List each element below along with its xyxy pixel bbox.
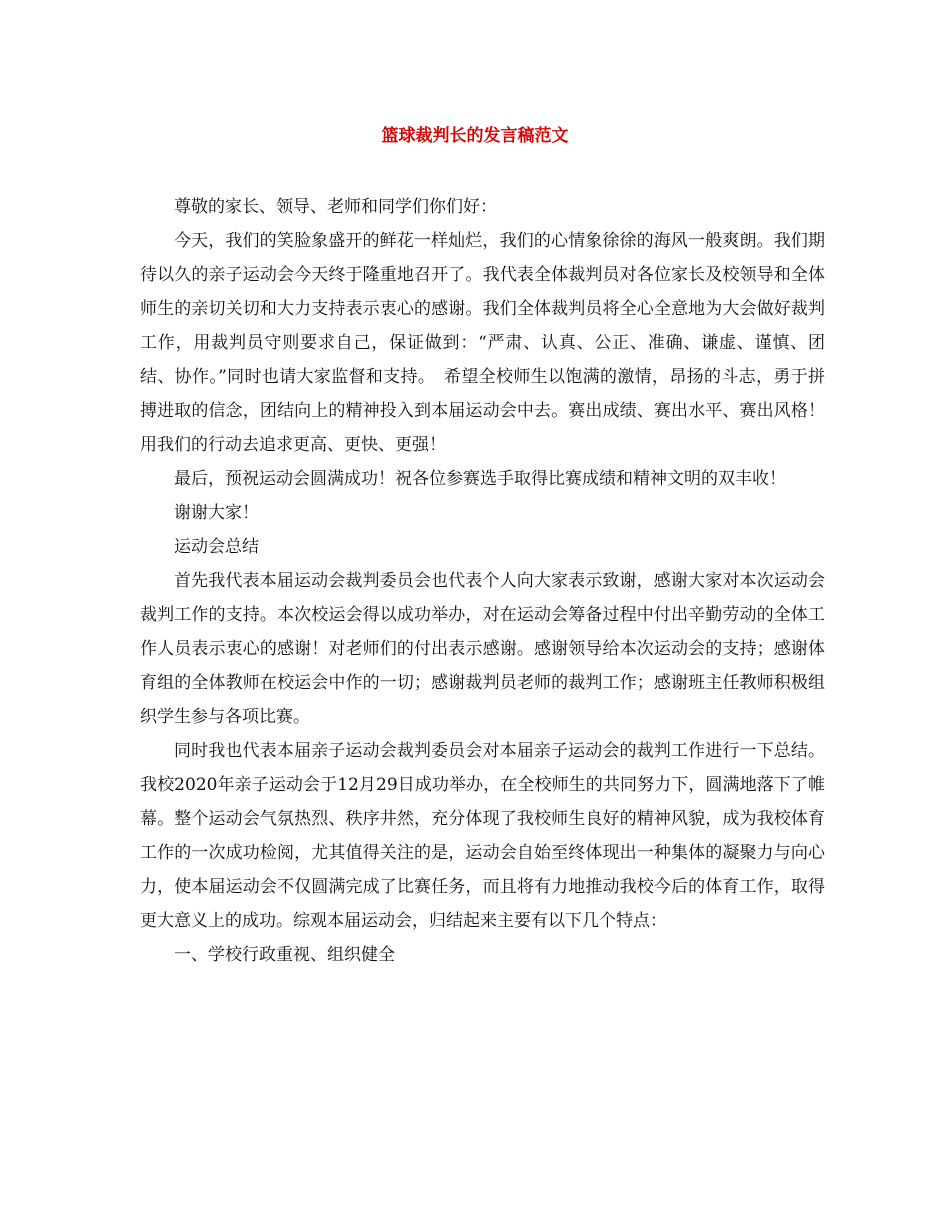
paragraph-summary-overview: 同时我也代表本届亲子运动会裁判委员会对本届亲子运动会的裁判工作进行一下总结。我校2020年亲子运动会于12月29日成功举办，在全校师生的共同努力下，圆满地落下了帷幕。整个运动会气氛热烈、秩序井然，充分体现了我校师生良好的精神风貌，成为我校体育工作的一次成功检阅，尤其值得关注的是，运动会自始至终体现出一种集体的凝聚力与向心力，使本届运动会不仅圆满完成了比赛任务，而且将有力地推动我校今后的体育工作，取得更大意义上的成功。综观本届运动会，归结起来主要有以下几个特点： [140,741,825,931]
paragraph-summary-thanks: 首先我代表本届运动会裁判委员会也代表个人向大家表示致谢，感谢大家对本次运动会裁判工作的支持。本次校运会得以成功举办，对在运动会筹备过程中付出辛勤劳动的全体工作人员表示衷心的感谢！对老师们的付出表示感谢。感谢领导给本次运动会的支持；感谢体育组的全体教师在校运会中作的一切；感谢裁判员老师的裁判工作；感谢班主任教师积极组织学生参与各项比赛。 [140,571,825,727]
paragraph-closing-wish: 最后，预祝运动会圆满成功！祝各位参赛选手取得比赛成绩和精神文明的双丰收！ [174,469,786,489]
document-body [140,190,825,972]
document-title: 篮球裁判长的发言稿范文 [381,126,569,146]
paragraph-thanks: 谢谢大家！ [174,503,259,523]
paragraph-greeting: 尊敬的家长、领导、老师和同学们你们好： [174,197,497,217]
paragraph-opening-speech: 今天，我们的笑脸象盛开的鲜花一样灿烂，我们的心情象徐徐的海风一般爽朗。我们期待以久的亲子运动会今天终于隆重地召开了。我代表全体裁判员对各位家长及校领导和全体师生的亲切关切和大力支持表示衷心的感谢。我们全体裁判员将全心全意地为大会做好裁判工作，用裁判员守则要求自己，保证做到：“严肃、认真、公正、准确、谦虚、谨慎、团结、协作。”同时也请大家监督和支持。 希望全校师生以饱满的激情，昂扬的斗志，勇于拼搏进取的信念，团结向上的精神投入到本届运动会中去。赛出成绩、赛出水平、赛出风格！用我们的行动去追求更高、更快、更强！ [140,231,825,455]
section-heading-summary: 运动会总结 [174,537,259,557]
list-item-point-one: 一、学校行政重视、组织健全 [174,945,395,965]
